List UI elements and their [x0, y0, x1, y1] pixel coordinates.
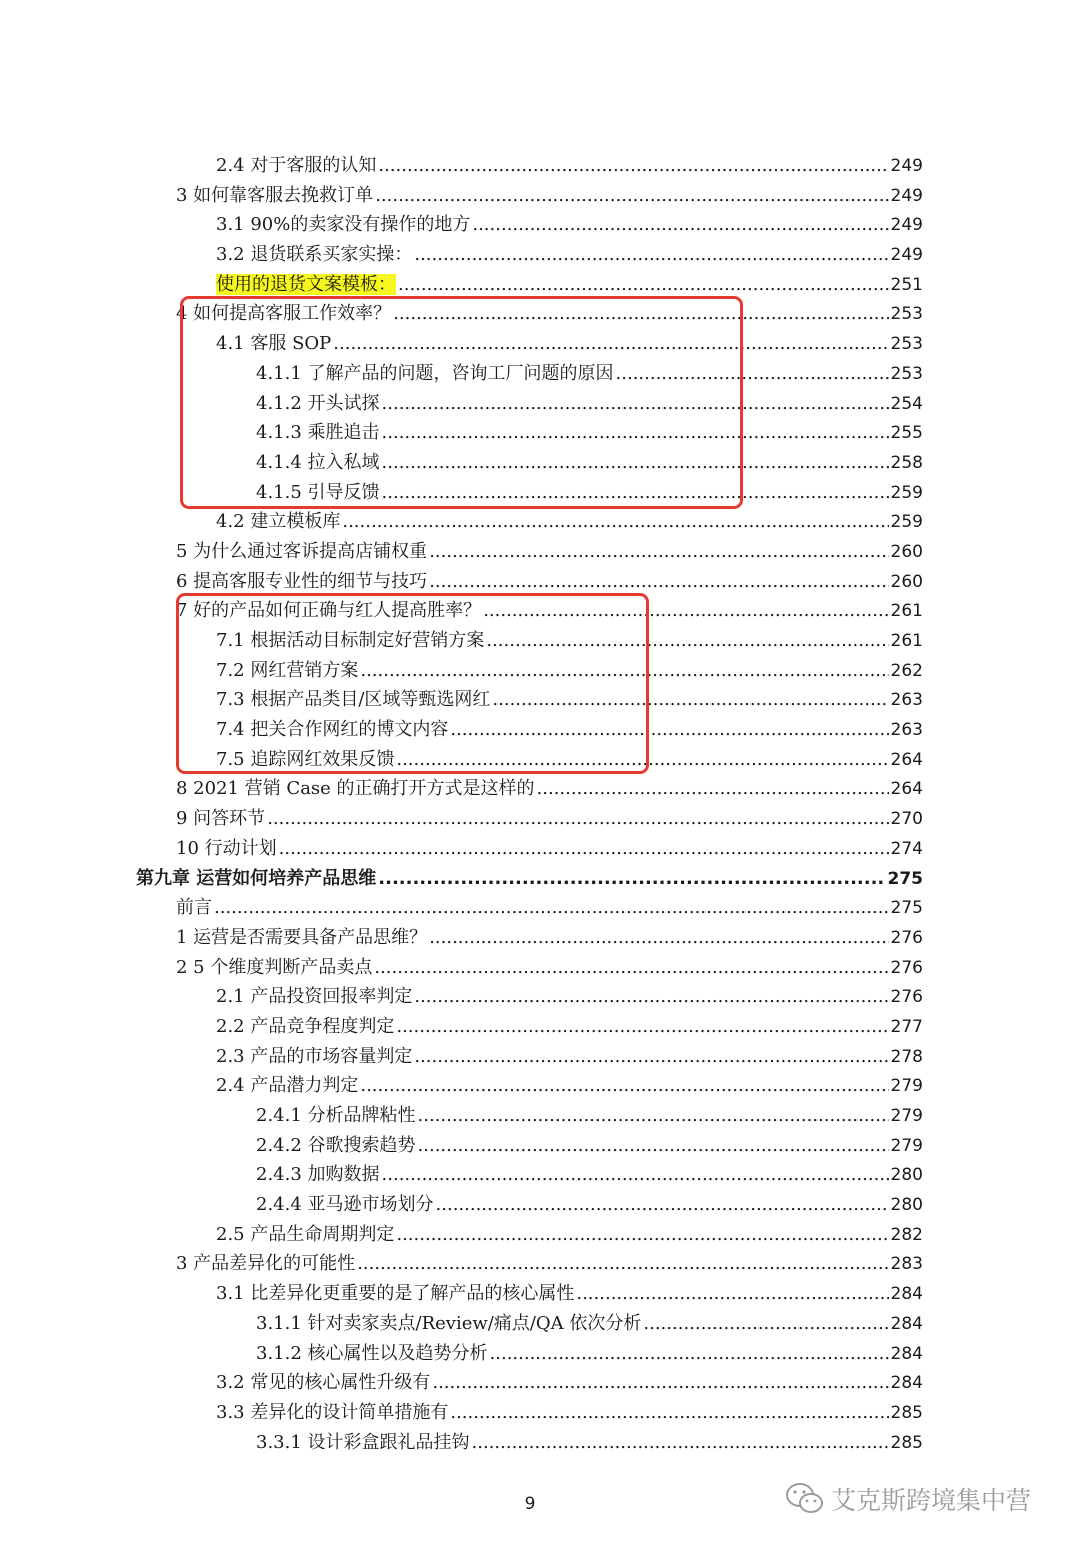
toc-entry-page: 276 — [890, 957, 923, 978]
toc-entry[interactable] — [256, 1160, 923, 1190]
watermark — [785, 1481, 1031, 1517]
dot-leader — [396, 1012, 888, 1042]
toc-entry-label: 7.5 追踪网红效果反馈 — [216, 748, 395, 770]
toc-entry-label: 4.1.4 拉入私域 — [256, 451, 380, 473]
toc-entry-label: 8 2021 营销 Case 的正确打开方式是这样的 — [176, 778, 535, 800]
toc-entry-label: 3.2 常见的核心属性升级有 — [216, 1372, 431, 1394]
toc-entry-page: 280 — [890, 1195, 923, 1216]
toc-entry-page: 260 — [890, 571, 923, 592]
dot-leader — [436, 1190, 889, 1220]
toc-entry-page: 264 — [890, 779, 923, 800]
toc-entry-label: 4.1.3 乘胜追击 — [256, 422, 380, 444]
toc-entry[interactable] — [256, 1101, 923, 1131]
dot-leader — [537, 774, 889, 804]
dot-leader — [429, 923, 888, 953]
dot-leader — [378, 864, 885, 894]
toc-entry-label: 4.1.5 引导反馈 — [256, 481, 380, 503]
toc-entry[interactable] — [176, 537, 923, 567]
dot-leader — [576, 1279, 888, 1309]
toc-entry[interactable] — [176, 923, 923, 953]
toc-entry-label: 6 提高客服专业性的细节与技巧 — [176, 570, 428, 592]
toc-entry-page: 284 — [890, 1343, 923, 1364]
toc-entry-page: 261 — [890, 631, 923, 651]
toc-entry-page: 261 — [890, 601, 923, 622]
toc-entry-label: 3 如何靠客服去挽救订单 — [176, 184, 374, 206]
dot-leader — [378, 151, 888, 181]
toc-entry-page: 275 — [887, 868, 923, 889]
dot-leader — [432, 1368, 888, 1398]
dot-leader — [429, 567, 888, 597]
toc-entry-label: 9 问答环节 — [176, 808, 266, 830]
toc-entry[interactable] — [176, 181, 923, 211]
toc-entry-label: 7.1 根据活动目标制定好营销方案 — [216, 630, 485, 651]
toc-entry-label: 2.4 产品潜力判定 — [216, 1075, 359, 1097]
toc-entry-label: 4.1.1 了解产品的问题，咨询工厂问题的原因 — [256, 362, 614, 384]
toc-entry[interactable] — [256, 1309, 923, 1339]
dot-leader — [490, 1339, 889, 1369]
toc-entry-page: 276 — [890, 927, 923, 948]
toc-entry-page: 276 — [890, 987, 923, 1008]
toc-entry-label: 10 行动计划 — [176, 837, 277, 859]
dot-leader — [214, 893, 889, 923]
toc-entry[interactable] — [176, 774, 923, 804]
toc-entry-label: 7.3 根据产品类目/区域等甄选网红 — [216, 689, 491, 711]
toc-entry[interactable] — [256, 1131, 923, 1161]
toc-entry-label: 2.4 对于客服的认知 — [216, 155, 377, 176]
toc-entry[interactable] — [216, 1012, 923, 1042]
toc-entry-page: 253 — [890, 304, 923, 325]
toc-entry-label: 7.4 把关合作网红的博文内容 — [216, 719, 449, 741]
toc-entry-label: 2.1 产品投资回报率判定 — [216, 986, 413, 1008]
dot-leader — [414, 982, 888, 1012]
toc-entry-page: 251 — [890, 274, 923, 295]
toc-entry-page: 275 — [890, 898, 923, 919]
toc-entry-label: 2.4.3 加购数据 — [256, 1164, 380, 1186]
toc-entry-page: 263 — [890, 720, 923, 741]
dot-leader — [643, 1309, 888, 1339]
toc-entry-label: 3.3 差异化的设计简单措施有 — [216, 1401, 449, 1423]
dot-leader — [472, 1428, 889, 1458]
dot-leader — [418, 1131, 889, 1161]
toc-entry-label — [216, 270, 398, 300]
toc-entry[interactable] — [176, 804, 923, 834]
toc-entry-label: 1 运营是否需要具备产品思维？ — [176, 926, 428, 948]
toc-entry[interactable] — [216, 151, 923, 181]
dot-leader — [267, 804, 888, 834]
toc-entry-label: 7.2 网红营销方案 — [216, 659, 359, 681]
toc-entry[interactable] — [216, 1042, 923, 1072]
toc-entry-page: 274 — [890, 838, 923, 859]
toc-entry-page: 280 — [890, 1165, 923, 1186]
toc-entry-label: 第九章 运营如何培养产品思维 — [136, 867, 377, 889]
toc-entry-page: 279 — [890, 1135, 923, 1156]
toc-entry-label: 4 如何提高客服工作效率？ — [176, 303, 392, 325]
toc-entry-label: 2.4.4 亚马逊市场划分 — [256, 1194, 434, 1216]
toc-entry-label: 2 5 个维度判断产品卖点 — [176, 956, 373, 978]
toc-entry-label: 2.4.2 谷歌搜索趋势 — [256, 1134, 416, 1156]
toc-entry-label: 2.3 产品的市场容量判定 — [216, 1045, 413, 1067]
toc-entry[interactable] — [216, 210, 923, 240]
toc-entry-page: 279 — [890, 1106, 923, 1126]
toc-entry-label: 4.1.2 开头试探 — [256, 392, 380, 414]
dot-leader — [472, 210, 888, 240]
toc-entry-page: 249 — [890, 245, 923, 266]
dot-leader — [375, 181, 888, 211]
toc-entry-label: 2.5 产品生命周期判定 — [216, 1223, 395, 1245]
toc-entry[interactable] — [216, 507, 923, 537]
toc-entry[interactable] — [216, 1398, 923, 1428]
toc-entry-label: 3.1.1 针对卖家卖点/Review/痛点/QA 依次分析 — [256, 1312, 642, 1334]
toc-entry-page: 254 — [890, 393, 923, 414]
toc-entry-label: 2.2 产品竞争程度判定 — [216, 1015, 395, 1037]
toc-entry[interactable] — [176, 953, 923, 983]
dot-leader — [396, 1220, 888, 1250]
toc-entry-page: 255 — [890, 423, 923, 444]
toc-entry-label: 2.4.1 分析品牌粘性 — [256, 1105, 416, 1126]
annotation-box-section-7 — [176, 593, 649, 774]
dot-leader — [374, 953, 888, 983]
dot-leader — [429, 537, 888, 567]
toc-entry-page: 264 — [890, 749, 923, 770]
toc-entry[interactable] — [216, 1279, 923, 1309]
dot-leader — [398, 270, 889, 300]
dot-leader — [414, 240, 888, 270]
toc-entry-page: 285 — [890, 1402, 923, 1423]
dot-leader — [360, 1071, 888, 1101]
toc-entry-page: 259 — [890, 512, 923, 533]
toc-entry-page: 283 — [890, 1254, 923, 1275]
toc-entry-page: 253 — [890, 334, 923, 355]
annotation-box-section-4 — [180, 296, 743, 509]
toc-entry-page: 253 — [890, 363, 923, 384]
toc-entry[interactable] — [216, 1368, 923, 1398]
dot-leader — [418, 1101, 889, 1131]
dot-leader — [357, 1249, 888, 1279]
toc-entry[interactable] — [176, 567, 923, 597]
toc-entry-label: 前言 — [176, 897, 212, 919]
toc-entry-page: 262 — [890, 660, 923, 681]
toc-entry[interactable] — [216, 270, 923, 300]
toc-entry-label: 3 产品差异化的可能性 — [176, 1253, 356, 1275]
toc-entry-page: 284 — [890, 1284, 923, 1305]
toc-entry-page: 270 — [890, 809, 923, 830]
wechat-icon — [785, 1482, 825, 1516]
toc-entry-page: 263 — [890, 690, 923, 711]
toc-entry-page: 258 — [890, 452, 923, 473]
toc-entry-label: 4.2 建立模板库 — [216, 511, 341, 533]
toc-entry-page: 249 — [890, 215, 923, 236]
toc-entry-page: 260 — [890, 541, 923, 562]
toc-entry[interactable] — [216, 1071, 923, 1101]
toc-entry-label: 3.1 比差异化更重要的是了解产品的核心属性 — [216, 1283, 575, 1305]
toc-entry-label: 3.3.1 设计彩盒跟礼品挂钩 — [256, 1431, 470, 1453]
toc-entry-label: 3.2 退货联系买家实操： — [216, 244, 413, 266]
dot-leader — [279, 834, 889, 864]
watermark-text: 艾克斯跨境集中营 — [831, 1486, 1032, 1515]
toc-entry[interactable] — [176, 834, 923, 864]
toc-entry-page: 277 — [890, 1016, 923, 1037]
toc-entry-page: 285 — [890, 1432, 923, 1453]
toc-entry-label: 3.1 90%的卖家没有操作的地方 — [216, 214, 471, 236]
toc-entry[interactable] — [216, 1220, 923, 1250]
dot-leader — [450, 1398, 888, 1428]
toc-entry-page: 249 — [890, 156, 923, 176]
toc-entry[interactable] — [256, 1339, 923, 1369]
toc-entry[interactable] — [216, 240, 923, 270]
toc-entry[interactable] — [136, 864, 923, 894]
toc-entry-label: 4.1 客服 SOP — [216, 333, 332, 355]
toc-entry[interactable] — [216, 982, 923, 1012]
toc-entry-label: 7 好的产品如何正确与红人提高胜率？ — [176, 600, 482, 622]
toc-entry[interactable] — [176, 893, 923, 923]
toc-entry-page: 284 — [890, 1313, 923, 1334]
highlighted-text: 使用的退货文案模板： — [216, 273, 396, 295]
toc-entry[interactable] — [176, 1249, 923, 1279]
toc-entry-page: 282 — [890, 1224, 923, 1245]
page-number: 9 — [524, 1494, 536, 1514]
toc-entry-page: 284 — [890, 1373, 923, 1394]
dot-leader — [382, 1160, 889, 1190]
toc-entry-page: 259 — [890, 482, 923, 503]
toc-entry[interactable] — [256, 1190, 923, 1220]
toc-entry-page: 249 — [890, 185, 923, 206]
dot-leader — [342, 507, 888, 537]
toc-entry-label: 3.1.2 核心属性以及趋势分析 — [256, 1342, 488, 1364]
toc-entry[interactable] — [256, 1428, 923, 1458]
dot-leader — [414, 1042, 888, 1072]
toc-entry-page: 279 — [890, 1076, 923, 1097]
toc-entry-label: 5 为什么通过客诉提高店铺权重 — [176, 540, 428, 562]
toc-entry-page: 278 — [890, 1046, 923, 1067]
